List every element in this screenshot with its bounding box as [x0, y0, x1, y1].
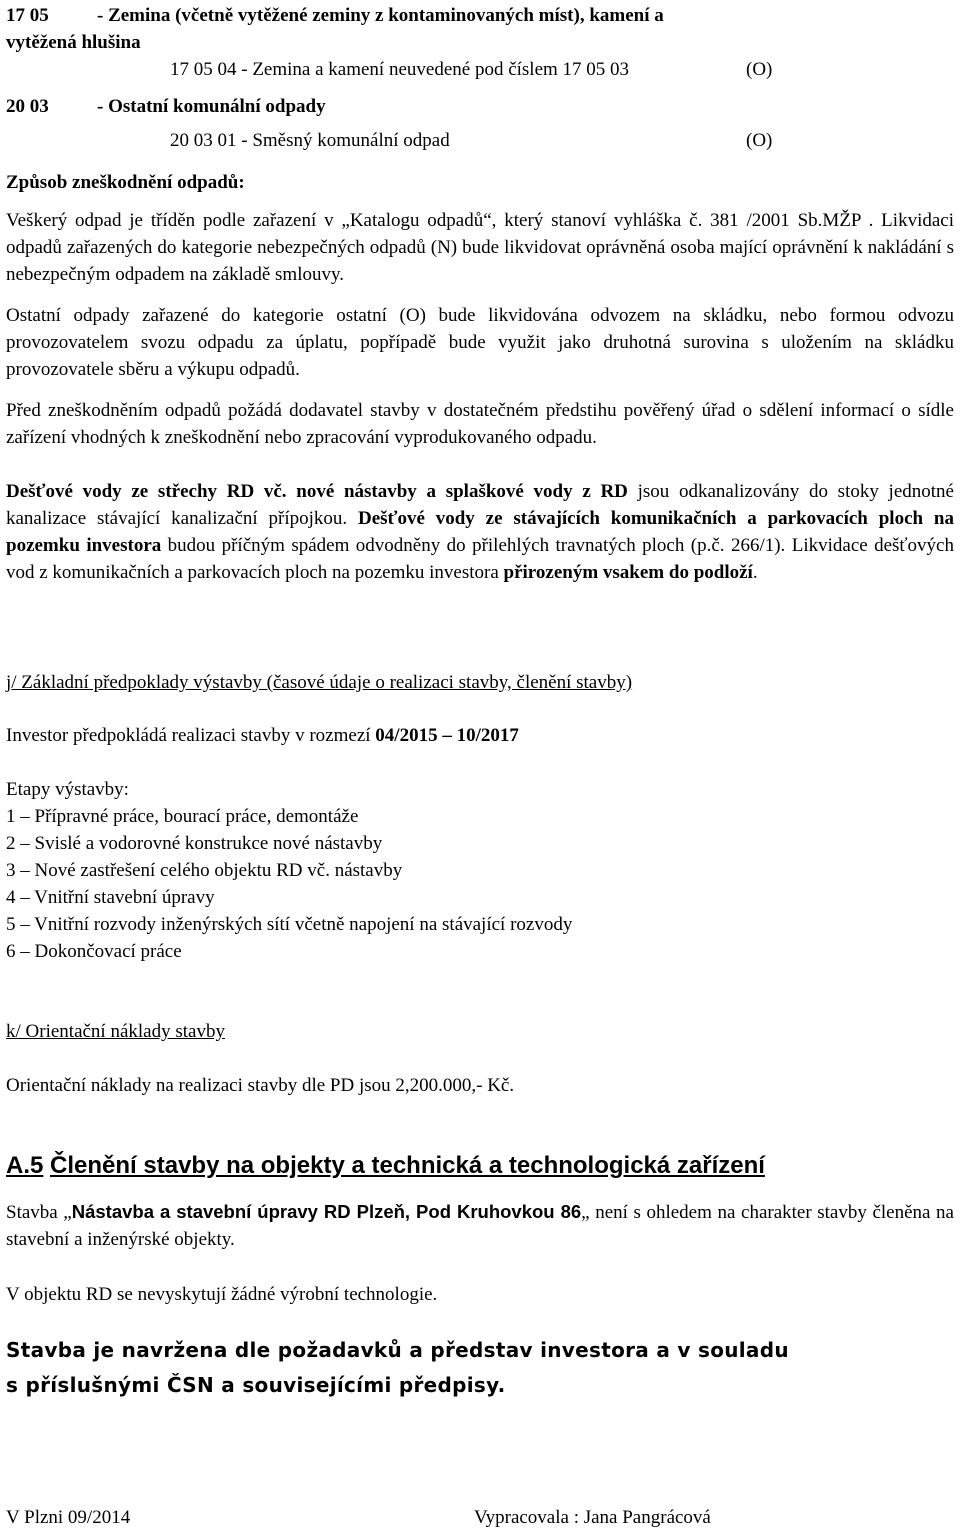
- stage-item: 1 – Přípravné práce, bourací práce, demontáže: [6, 806, 359, 827]
- paragraph-other-waste: Ostatní odpady zařazené do kategorie ostatní (O) bude likvidována odvozem na skládku, nebo formou odvozu provozovatelem svozu odpadu za úplatu, popřípadě bude využit jako druhotná surovina s uložením na skládku provozovatele sběru a výkupu odpadů.: [6, 305, 954, 380]
- footer-place-date: V Plzni 09/2014: [6, 1507, 131, 1528]
- stage-item: 5 – Vnitřní rozvody inženýrských sítí včetně napojení na stávající rozvody: [6, 914, 573, 935]
- rainwater-bold-3: přirozeným vsakem do podloží: [503, 562, 753, 583]
- waste-title-2003: - Ostatní komunální odpady: [97, 96, 326, 117]
- waste-title-1705-cont: vytěžená hlušina: [6, 32, 141, 53]
- paragraph-structure-objects: [6, 1198, 954, 1253]
- stage-item: 6 – Dokončovací práce: [6, 941, 182, 962]
- waste-code-2003: 20 03: [6, 96, 49, 117]
- stage-item: 4 – Vnitřní stavební úpravy: [6, 887, 215, 908]
- structure-text-pre: Stavba „: [6, 1202, 72, 1223]
- waste-item-170504-category: (O): [746, 59, 773, 80]
- cost-estimate: Orientační náklady na realizaci stavby dle PD jsou 2,200.000,- Kč.: [6, 1075, 515, 1096]
- investor-dates-range: 04/2015 – 10/2017: [375, 725, 519, 746]
- waste-item-200301-category: (O): [746, 130, 773, 151]
- investor-dates: [6, 722, 519, 749]
- disposal-heading: Způsob zneškodnění odpadů:: [6, 172, 245, 193]
- rainwater-text-2: budou příčným spádem odvodněny do přilehlých travnatých ploch (p.č. 266/1). Likvidace dešťových vod z komunikačních a parkovacích ploch na pozemku investora: [6, 535, 954, 583]
- section-a5-number: A.5: [6, 1152, 44, 1179]
- compliance-statement-line-1: Stavba je navržena dle požadavků a představ investora a v souladu: [6, 1338, 789, 1362]
- structure-name: Nástavba a stavební úpravy RD Plzeň, Pod Kruhovkou 86: [71, 1201, 582, 1222]
- waste-title-1705: - Zemina (včetně vytěžené zeminy z kontaminovaných míst), kamení a: [97, 5, 664, 26]
- compliance-statement-line-2: s příslušnými ČSN a souvisejícími předpisy.: [6, 1373, 506, 1397]
- waste-item-170504: 17 05 04 - Zemina a kamení neuvedené pod číslem 17 05 03: [170, 59, 630, 80]
- rainwater-bold-2: Dešťové vody ze stávajících komunikačních a parkovacích ploch na pozemku investora: [6, 508, 954, 556]
- paragraph-rainwater: [6, 478, 954, 586]
- stage-item: 3 – Nové zastřešení celého objektu RD vč. nástavby: [6, 860, 403, 881]
- section-k-heading: k/ Orientační náklady stavby: [6, 1021, 225, 1042]
- section-j-heading: j/ Základní předpoklady výstavby (časové údaje o realizaci stavby, členění stavby): [6, 672, 633, 693]
- paragraph-waste-sorting: Veškerý odpad je tříděn podle zařazení v „Katalogu odpadů“, který stanoví vyhláška č. 381 /2001 Sb.MŽP . Likvidaci odpadů zařazených do kategorie nebezpečných odpadů (N) bude likvidovat oprávněná osoba mající oprávnění k nakládání s nebezpečným odpadem na základě smlouvy.: [6, 210, 954, 285]
- rainwater-text-1: jsou odkanalizovány do stoky jednotné kanalizace stávající kanalizační přípojkou.: [6, 481, 954, 529]
- stages-label: Etapy výstavby:: [6, 779, 129, 800]
- investor-dates-text: Investor předpokládá realizaci stavby v rozmezí: [6, 725, 376, 746]
- rainwater-bold-1: Dešťové vody ze střechy RD vč. nové nástavby a splaškové vody z RD: [6, 481, 628, 502]
- structure-text-post: „ není s ohledem na charakter stavby členěna na stavební a inženýrské objekty.: [6, 1202, 954, 1250]
- section-a5-heading: [6, 1152, 765, 1180]
- footer-author: Vypracovala : Jana Pangrácová: [474, 1507, 711, 1528]
- waste-item-200301: 20 03 01 - Směsný komunální odpad: [170, 130, 450, 151]
- stage-item: 2 – Svislé a vodorovné konstrukce nové nástavby: [6, 833, 383, 854]
- no-technology-note: V objektu RD se nevyskytují žádné výrobní technologie.: [6, 1284, 438, 1305]
- waste-code-1705: 17 05: [6, 5, 49, 26]
- paragraph-before-disposal: Před zneškodněním odpadů požádá dodavatel stavby v dostatečném předstihu pověřený úřad o sdělení informací o sídle zařízení vhodných k zneškodnění nebo zpracování vyprodukovaného odpadu.: [6, 400, 954, 448]
- rainwater-end: .: [752, 562, 758, 583]
- section-a5-title: Členění stavby na objekty a technická a technologická zařízení: [50, 1152, 765, 1179]
